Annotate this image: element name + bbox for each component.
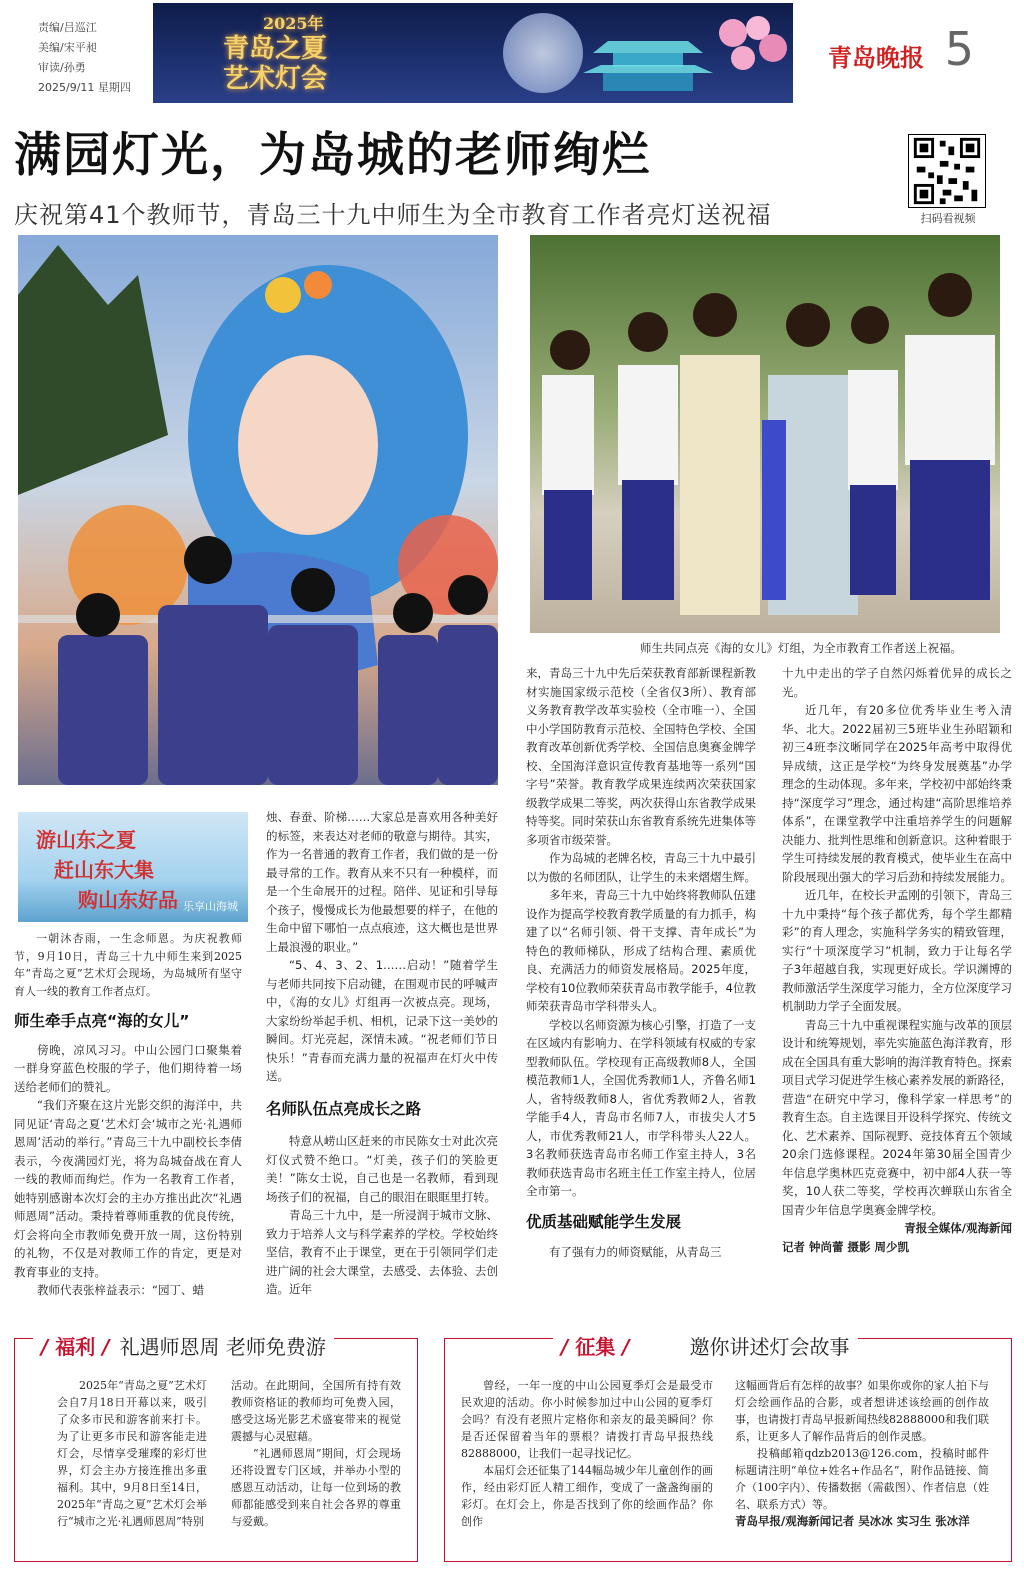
editor-credit: 责编/吕巡江	[38, 21, 97, 34]
ceremony-illustration	[530, 235, 1000, 633]
byline-reporters: 记者 钟尚蕾 摄影 周少凯	[782, 1239, 910, 1254]
paragraph: 作为岛城的老牌名校，青岛三十九中最引以为傲的名师团队，让学生的未来熠熠生辉。	[526, 851, 756, 884]
article-column-2	[266, 808, 498, 1299]
moon-graphic	[503, 13, 583, 93]
collection-title: 邀你讲述灯会故事	[689, 1335, 850, 1359]
paragraph: 有了强有力的师资赋能，从青岛三	[549, 1245, 722, 1259]
cherry-blossom-icon	[713, 13, 793, 93]
page-number: 5	[944, 22, 974, 76]
promo-line3: 购山东好品	[78, 888, 178, 912]
paragraph: 来，青岛三十九中先后荣获教育部新课程新教材实施国家级示范校（全省仅3所）、教育部义务教育教学改革实验校（全市唯一）、全国中小学国防教育示范校、全国特色学校、全国教育改革创新优秀学校、全国信息奥赛金牌学校、全国海洋意识宣传教育基地等一系列“国字号”荣誉。教育教学成果连续两次荣获国家级教学成果二等奖，两次获得山东省教学成果特等奖。同时荣获山东省教育系统先进集体等多项省市级荣誉。	[526, 666, 756, 847]
qr-label: 扫码看视频	[920, 212, 976, 225]
welfare-col-1	[57, 1377, 207, 1530]
promo-line2: 赶山东大集	[54, 858, 154, 882]
banner-title-line1: 青岛之夏	[223, 34, 328, 64]
byline-org: 青报全媒体/观海新闻	[904, 1221, 1012, 1235]
banner-title-line2: 艺术灯会	[223, 64, 328, 94]
paragraph: 这幅画背后有怎样的故事？如果你或你的家人拍下与灯会绘画作品的合影，或者想讲述该绘画的创作故事，也请拨打青岛早报新闻热线82888000和我们联系，让更多人了解作品背后的创作灵感。	[735, 1379, 989, 1443]
lead-paragraph: 一朝沐杏雨，一生念师恩。为庆祝教师节，9月10日，青岛三十九中师生来到2025年“青岛之夏”艺术灯会现场，为岛城所有坚守育人一线的教育工作者点灯。	[14, 932, 242, 998]
paragraph: 十九中走出的学子自然闪烁着优异的成长之光。	[782, 666, 1012, 699]
paragraph: 学校以名师资源为核心引擎，打造了一支在区域内有影响力、在学科领域有权威的专家型教师队伍。学校现有正高级教师8人，全国模范教师1人，全国优秀教师1人，齐鲁名师1人，省特级教师8人，省优秀教师2人，省教学能手4人，青岛市名师7人，市拔尖人才5人，市优秀教师21人，市学科带头人22人。3名教师获选青岛市名师工作室主持人，3名教师获选青岛市名班主任工作室主持人，位居全市第一。	[526, 1017, 756, 1198]
paragraph: “礼遇师恩周”期间，灯会现场还将设置专门区域，并举办小型的感恩互动活动，让每一位到场的教师都能感受到来自社会各界的尊重与爱戴。	[231, 1447, 401, 1528]
paragraph: 青岛三十九中重视课程实施与改革的顶层设计和统筹规划，率先实施蓝色海洋教育，形成在全国具有重大影响的海洋教育特色。探索项目式学习促进学生核心素养发展的新路径，营造“在研究中学习，像科学家一样思考”的教育生态。自主选课目开设科学探究、传统文化、艺术素养、国际视野、竞技体育五个领域20余门选修课程。2024年第30届全国青少年信息学奥林匹克竞赛中，初中部4人获一等奖，10人获二等奖，学校再次蝉联山东省全国青少年信息学奥赛金牌学校。	[782, 1017, 1012, 1217]
contribution-email[interactable]: 投稿邮箱qdzb2013@126.com，投稿时邮件标题请注明“单位+姓名+作品名”，附作品链接、简介（100字内）、传播数据（需截图）、作者信息（姓名、联系方式）等。	[735, 1447, 989, 1511]
lantern-festival-banner	[153, 3, 793, 103]
section-title-1: 师生牵手点亮“海的女儿”	[14, 1012, 190, 1030]
collection-col-2	[735, 1377, 989, 1530]
collection-box-header: / 征集 / 邀你讲述灯会故事	[553, 1331, 858, 1360]
paper-logo: 青岛晚报	[828, 43, 924, 72]
photo-caption: 师生共同点亮《海的女儿》灯组，为全市教育工作者送上祝福。	[640, 641, 962, 655]
section-title-3: 优质基础赋能学生发展	[526, 1212, 682, 1231]
paragraph: 烛、春蚕、阶梯……大家总是喜欢用各种美好的标签，来表达对老师的敬意与期待。其实，作为一名普通的教育工作者，我们做的是一份最寻常的工作。教育从来不只有一种模样，而是一个生命展开的过程。陪伴、见证和引导每个孩子，慢慢成长为他最想要的样子，在他的生命中留下哪怕一点点痕迹，这大概也是世界上最浪漫的职业。”	[266, 810, 498, 954]
paragraph: 近几年，在校长尹孟刚的引领下，青岛三十九中秉持“每个孩子都优秀，每个学生都精彩”的育人理念，实施科学务实的精致管理，实行“十项深度学习”机制，致力于让每名学子3年超越自我，实现更好成长。学识渊博的教师激活学生深度学习能力，全方位深度学习机制助力学子全面发展。	[782, 888, 1012, 1013]
collection-byline: 青岛早报/观海新闻记者 吴冰冰 实习生 张冰洋	[735, 1514, 970, 1528]
paragraph: 多年来，青岛三十九中始终将教师队伍建设作为提高学校教育教学质量的有力抓手，构建了以“名师引领、骨干支撑、青年成长”为特色的教师梯队，形成了结构合理、素质优良、充满活力的师资发展格局。2025年度，学校有10位教师荣获青岛市教学能手，4位教师荣获青岛市学科带头人。	[526, 888, 756, 1013]
masthead-meta	[38, 18, 131, 98]
welfare-box-header: / 福利 / 礼遇师恩周 老师免费游	[33, 1331, 334, 1360]
promo-line1: 游山东之夏	[36, 828, 136, 852]
headline: 满园灯光，为岛城的老师绚烂	[14, 128, 651, 183]
article-column-4	[782, 664, 1012, 1256]
issue-date: 2025/9/11 星期四	[38, 81, 131, 94]
paragraph: 近几年，有20多位优秀毕业生考入清华、北大。2022届初三5班毕业生孙昭颖和初三4班李汶晰同学在2025年高考中取得优异成绩，这正是学校“为终身发展奠基”办学理念的生动体现。多年来，学校初中部始终秉持“深度学习”理念，通过构建“高阶思维培养体系”，在课堂教学中注重培养学生的问题解决能力、批判性思维和创新意识。这种着眼于学生可持续发展的教育模式，使毕业生在高中阶段展现出强大的学习后劲和持续发展能力。	[782, 703, 1012, 884]
article-column-1	[14, 930, 242, 1300]
paragraph: “5、4、3、2、1……启动！”随着学生与老师共同按下启动键，在围观市民的呼喊声中，《海的女儿》灯组再一次被点亮。现场，大家纷纷举起手机、相机，记录下这一美妙的瞬间。灯光亮起，深情未减。“祝老师们节日快乐！”青春而充满力量的祝福声在灯火中传送。	[266, 958, 498, 1083]
promo-tag: 乐享山海城	[183, 900, 238, 913]
ceremony-photo	[530, 235, 1000, 633]
article-column-3	[526, 664, 756, 1262]
welfare-box	[14, 1335, 418, 1562]
lantern-illustration	[18, 235, 498, 785]
collection-tag: 征集	[575, 1335, 616, 1359]
banner-title	[223, 11, 327, 94]
reviewer-credit: 审读/孙勇	[38, 61, 86, 74]
paragraph: 青岛三十九中，是一所浸润于城市文脉、致力于培养人文与科学素养的学校。学校始终坚信，教育不止于课堂，更在于引领同学们走进广阔的社会大课堂，去感受、去体验、去创造。近年	[266, 1208, 498, 1296]
paragraph: 曾经，一年一度的中山公园夏季灯会是最受市民欢迎的活动。你小时候参加过中山公园的夏季灯会吗？有没有老照片定格你和亲友的最美瞬间？你是否还保留着当年的票根？请拨打青岛早报热线82888000，让我们一起寻找记忆。	[461, 1379, 713, 1460]
welfare-col-2	[231, 1377, 401, 1530]
section-title-2: 名师队伍点亮成长之路	[266, 1099, 422, 1118]
subheadline: 庆祝第41个教师节，青岛三十九中师生为全市教育工作者亮灯送祝福	[14, 201, 772, 229]
qr-code-icon[interactable]	[908, 134, 986, 208]
pagoda-icon	[573, 23, 723, 93]
paragraph: 本届灯会还征集了144幅岛城少年儿童创作的画作，经由彩灯匠人精工细作，变成了一盏盏绚丽的彩灯。在灯会上，你是否找到了你的绘画作品？你创作	[461, 1464, 713, 1528]
welfare-tag: 福利	[55, 1335, 96, 1359]
designer-credit: 美编/宋平昶	[38, 41, 97, 54]
paragraph: 2025年“青岛之夏”艺术灯会自7月18日开幕以来，吸引了众多市民和游客前来打卡。为了让更多市民和游客能走进灯会，尽情享受璀璨的彩灯世界，灯会主办方接连推出多重福利。其中，9月8日至14日，2025年“青岛之夏”艺术灯会举行“城市之光·礼遇师恩周”特别	[57, 1379, 207, 1528]
banner-year: 2025年	[263, 14, 324, 33]
welfare-title: 礼遇师恩周 老师免费游	[119, 1335, 326, 1359]
paragraph: 傍晚，凉风习习。中山公园门口聚集着一群身穿蓝色校服的学子，他们期待着一场送给老师们的赞礼。	[14, 1042, 242, 1094]
paragraph: “我们齐聚在这片光影交织的海洋中，共同见证‘青岛之夏’艺术灯会‘城市之光·礼遇师恩周’活动的举行。”青岛三十九中副校长李倩表示，今夜满园灯光，将为岛城奋战在育人一线的教师而绚烂。作为一名教育工作者，她特别感谢本次灯会的主办方推出此次“礼遇师恩周”活动。秉持着尊师重教的优良传统，灯会将向全市教师免费开放一周，这份特别的礼物，不仅是对教师工作的肯定，更是对教育事业的支持。	[14, 1098, 242, 1279]
paragraph: 活动。在此期间，全国所有持有效教师资格证的教师均可免费入园，感受这场光影艺术盛宴带来的视觉震撼与心灵慰藉。	[231, 1379, 401, 1443]
lantern-photo	[18, 235, 498, 785]
collection-box	[444, 1335, 1012, 1562]
collection-col-1	[461, 1377, 713, 1530]
paragraph: 教师代表张梓益表示：“园丁、蜡	[37, 1283, 204, 1297]
shandong-promo[interactable]	[18, 812, 248, 922]
paragraph: 特意从崂山区赶来的市民陈女士对此次亮灯仪式赞不绝口。“灯美，孩子们的笑脸更美！”陈女士说，自己也是一名教师，看到现场孩子们的祝福，自己的眼泪在眼眶里打转。	[266, 1134, 498, 1204]
